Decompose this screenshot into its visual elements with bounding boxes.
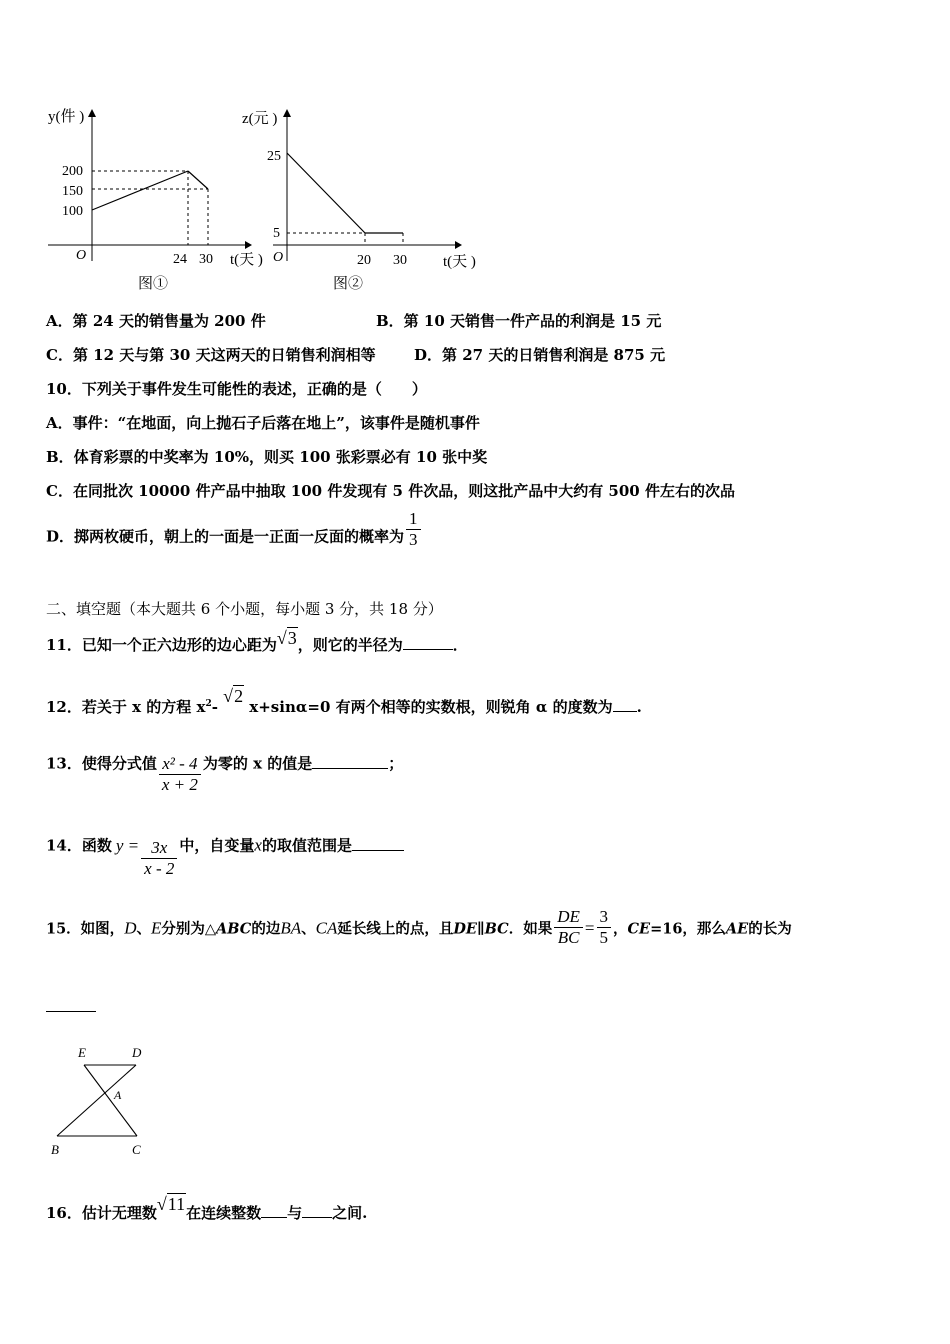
sales-line-segment xyxy=(188,171,208,189)
q15 xyxy=(46,909,792,950)
x-arrow-icon xyxy=(455,241,462,249)
x-tick-label: 20 xyxy=(357,253,371,268)
answer-blank[interactable] xyxy=(352,836,404,851)
radicand: 11 xyxy=(167,1194,186,1214)
function-lhs: y = xyxy=(115,835,140,855)
x-tick-label: 30 xyxy=(199,252,213,267)
fraction xyxy=(159,754,201,795)
point-e: E xyxy=(150,918,162,938)
q16-text-2: 在连续整数 xyxy=(186,1204,262,1222)
q15-text: 分别为△ xyxy=(161,920,217,938)
q10-option-d xyxy=(46,509,423,558)
fraction-3-5 xyxy=(597,907,612,948)
exponent: 2 xyxy=(205,699,212,709)
q13-text-2: 为零的 x 的值是 xyxy=(202,754,313,773)
q10-option-d-text: D．掷两枚硬币，朝上的一面是一正面一反面的概率为 xyxy=(46,527,405,546)
y-tick-label: 100 xyxy=(62,204,83,219)
q14 xyxy=(46,826,404,878)
q10-option-a: A．事件：“在地面，向上抛石子后落在地上”，该事件是随机事件 xyxy=(46,414,480,432)
q9-option-c: C．第 12 天与第 30 天这两天的日销售利润相等 xyxy=(46,346,376,364)
y-axis-label: z(元 ) xyxy=(242,111,278,127)
y-tick-label: 200 xyxy=(62,164,83,179)
minus-sign: - xyxy=(211,698,218,716)
x-axis-label: t(天 ) xyxy=(443,254,476,270)
y-tick-label: 5 xyxy=(273,226,280,241)
y-arrow-icon xyxy=(283,109,291,117)
q11-text: 11．已知一个正六边形的边心距为 xyxy=(46,636,277,654)
q12-text-2: x+sinα=0 有两个相等的实数根，则锐角 α 的度数为 xyxy=(249,698,613,716)
sqrt-11: √11 xyxy=(156,1194,186,1214)
fraction-numerator: 1 xyxy=(409,509,418,528)
fraction-denominator: 3 xyxy=(406,529,421,550)
radicand: 3 xyxy=(287,628,297,648)
parallel-relation: DE∥BC xyxy=(453,920,509,938)
separator: 、 xyxy=(136,920,151,938)
label-a: A xyxy=(114,1088,122,1102)
triangle-abc: ABC xyxy=(216,920,252,938)
q15-geometry-figure xyxy=(40,1040,170,1165)
fraction-numerator: x² - 4 xyxy=(162,754,198,773)
label-e: E xyxy=(78,1045,86,1060)
answer-blank[interactable] xyxy=(46,1011,96,1012)
answer-blank[interactable] xyxy=(403,635,453,650)
fraction-de-bc xyxy=(554,907,583,948)
fraction-numerator: 3 xyxy=(599,907,608,926)
q10-option-b: B．体育彩票的中奖率为 10%，则买 100 张彩票必有 10 张中奖 xyxy=(46,448,488,466)
point-d: D xyxy=(124,918,137,938)
y-tick-label: 25 xyxy=(267,149,281,164)
figure-caption: 图① xyxy=(138,276,169,292)
fraction-denominator: 5 xyxy=(597,927,612,948)
q15-text: =16，那么 xyxy=(650,920,726,938)
answer-blank[interactable] xyxy=(261,1203,287,1218)
radicand: 2 xyxy=(234,686,244,706)
q16 xyxy=(46,1194,368,1223)
segment-db xyxy=(57,1065,136,1136)
q13 xyxy=(46,744,404,794)
q15-text: 15．如图， xyxy=(46,920,125,938)
fraction-numerator: DE xyxy=(557,907,580,926)
sqrt-2: √2 xyxy=(223,686,244,706)
q9-option-a: A．第 24 天的销售量为 200 件 xyxy=(46,312,266,330)
fraction xyxy=(141,838,177,879)
q12-end: . xyxy=(636,698,642,716)
q15-text: 的边 xyxy=(251,920,281,938)
q16-text: 16．估计无理数 xyxy=(46,1204,157,1222)
q11 xyxy=(46,628,468,655)
y-arrow-icon xyxy=(88,109,96,117)
x-tick-label: 24 xyxy=(173,252,187,267)
y-axis-label: y(件 ) xyxy=(48,109,85,125)
segment-ca: CA xyxy=(315,918,338,938)
q16-and: 与 xyxy=(287,1204,303,1222)
q14-text: 14．函数 xyxy=(46,836,112,855)
variable: x xyxy=(254,835,262,855)
fraction-denominator: BC xyxy=(554,927,583,948)
q13-text: 13．使得分式值 xyxy=(46,754,157,773)
segment-ae: AE xyxy=(725,920,749,938)
x-axis-label: t(天 ) xyxy=(230,252,263,268)
sales-line-segment xyxy=(92,171,188,210)
y-tick-label: 150 xyxy=(62,184,83,199)
origin-label: O xyxy=(76,248,87,263)
q10-option-c: C．在同批次 10000 件产品中抽取 100 件发现有 5 件次品，则这批产品中大约有 500 件左右的次品 xyxy=(46,482,735,500)
section-title: 二、填空题（本大题共 6 个小题，每小题 3 分，共 18 分） xyxy=(46,600,443,618)
figure-caption: 图② xyxy=(333,276,364,292)
q11-end: ． xyxy=(452,636,468,654)
q15-text: ．如果 xyxy=(508,920,553,938)
fraction-numerator: 3x xyxy=(151,838,168,857)
q12 xyxy=(46,686,642,717)
figure-2-profit-graph xyxy=(242,103,490,293)
label-b: B xyxy=(51,1142,59,1157)
x-tick-label: 30 xyxy=(393,253,407,268)
fraction-denominator: x + 2 xyxy=(159,774,201,795)
sqrt-3: √3 xyxy=(276,628,297,648)
q15-text: 的长为 xyxy=(748,920,792,938)
label-c: C xyxy=(132,1142,141,1157)
q11-text-2: ，则它的半径为 xyxy=(297,636,403,654)
answer-blank[interactable] xyxy=(613,697,637,712)
fraction-denominator: x - 2 xyxy=(141,858,177,879)
answer-blank[interactable] xyxy=(302,1203,332,1218)
separator: 、 xyxy=(301,920,316,938)
q10-stem: 10．下列关于事件发生可能性的表述，正确的是（ ） xyxy=(46,380,427,398)
q12-text: 12．若关于 x 的方程 x xyxy=(46,698,206,716)
figure-1-sales-graph xyxy=(40,103,270,293)
probability-fraction xyxy=(406,509,421,550)
profit-line-segment xyxy=(287,153,365,233)
equals-sign: = xyxy=(584,918,595,938)
q13-end: ； xyxy=(388,754,404,773)
origin-label: O xyxy=(273,250,284,265)
q15-text: ， xyxy=(613,920,628,938)
q14-text-2: 中，自变量 xyxy=(179,836,255,855)
answer-blank[interactable] xyxy=(312,754,388,769)
q15-text: 延长线上的点，且 xyxy=(337,920,454,938)
segment-ec xyxy=(84,1065,137,1136)
q16-end: 之间. xyxy=(332,1204,368,1222)
x-arrow-icon xyxy=(245,241,252,249)
label-d: D xyxy=(132,1045,142,1060)
segment-ce: CE xyxy=(627,920,651,938)
segment-ba: BA xyxy=(280,918,302,938)
q9-option-d: D．第 27 天的日销售利润是 875 元 xyxy=(414,346,666,364)
q9-option-b: B．第 10 天销售一件产品的利润是 15 元 xyxy=(376,312,662,330)
q14-text-3: 的取值范围是 xyxy=(261,836,352,855)
